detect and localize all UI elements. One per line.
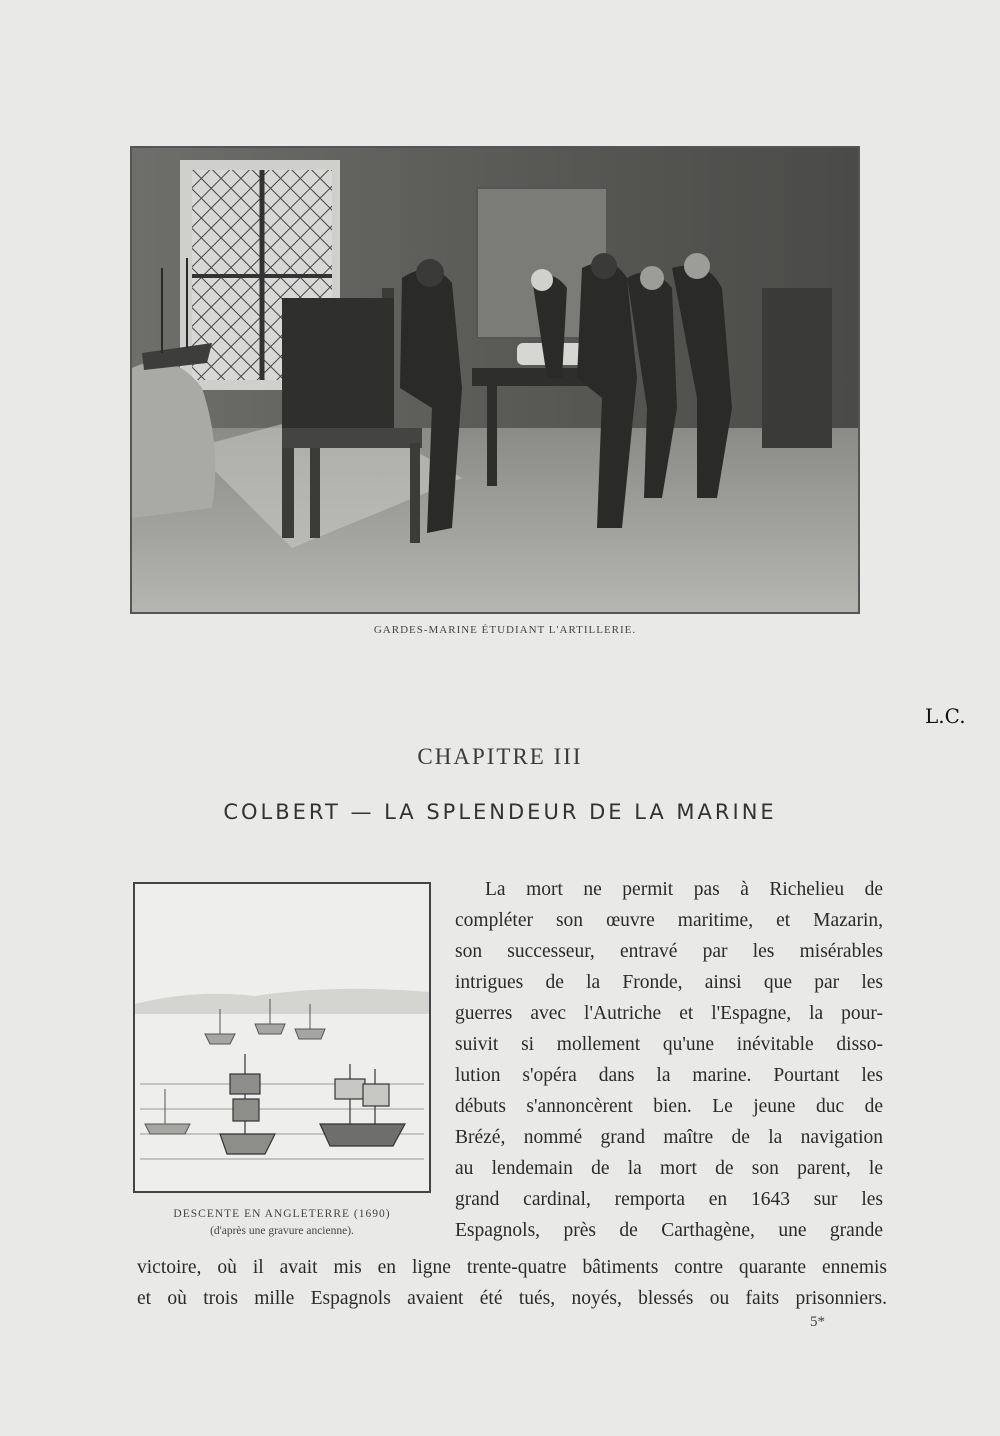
- text-line: grand cardinal, remporta en 1643 sur les: [455, 1189, 883, 1210]
- figure-caption-main: GARDES-MARINE ÉTUDIANT L'ARTILLERIE.: [373, 624, 637, 636]
- body-text-full-width: [137, 1252, 887, 1314]
- body-text-column: [455, 874, 883, 1246]
- text-line: Brézé, nommé grand maître de la navigation: [455, 1127, 883, 1148]
- illustration-descente-angleterre: [133, 882, 431, 1193]
- text-line: au lendemain de la mort de son parent, le: [455, 1158, 883, 1179]
- text-line: et où trois mille Espagnols avaient été tués, noyés, blessés ou faits prisonniers.: [137, 1288, 887, 1309]
- text-line: débuts s'annoncèrent bien. Le jeune duc de: [455, 1096, 883, 1117]
- engraving-ships: [135, 884, 429, 1191]
- engraving-scene: [132, 148, 858, 612]
- chapter-number: CHAPITRE III: [417, 744, 583, 769]
- caption-small-line-2: (d'après une gravure ancienne).: [210, 1225, 354, 1237]
- artist-signature: L.C.: [925, 704, 966, 728]
- figure-caption-small: [133, 1206, 431, 1240]
- text-line: lution s'opéra dans la marine. Pourtant les: [455, 1065, 883, 1086]
- text-line: La mort ne permit pas à Richelieu de: [485, 879, 883, 900]
- text-line: victoire, où il avait mis en ligne trente-quatre bâtiments contre quarante ennemis: [137, 1257, 887, 1278]
- text-line: guerres avec l'Autriche et l'Espagne, la pour-: [455, 1003, 883, 1024]
- caption-small-line-1: DESCENTE EN ANGLETERRE (1690): [173, 1208, 391, 1220]
- page-number: 5*: [810, 1314, 825, 1330]
- chapter-title: COLBERT — LA SPLENDEUR DE LA MARINE: [223, 800, 777, 824]
- text-line: son successeur, entravé par les misérables: [455, 941, 883, 962]
- text-line: Espagnols, près de Carthagène, une grande: [455, 1220, 883, 1241]
- text-line: compléter son œuvre maritime, et Mazarin,: [455, 910, 883, 931]
- text-line: suivit si mollement qu'une inévitable disso-: [455, 1034, 883, 1055]
- text-line: intrigues de la Fronde, ainsi que par les: [455, 972, 883, 993]
